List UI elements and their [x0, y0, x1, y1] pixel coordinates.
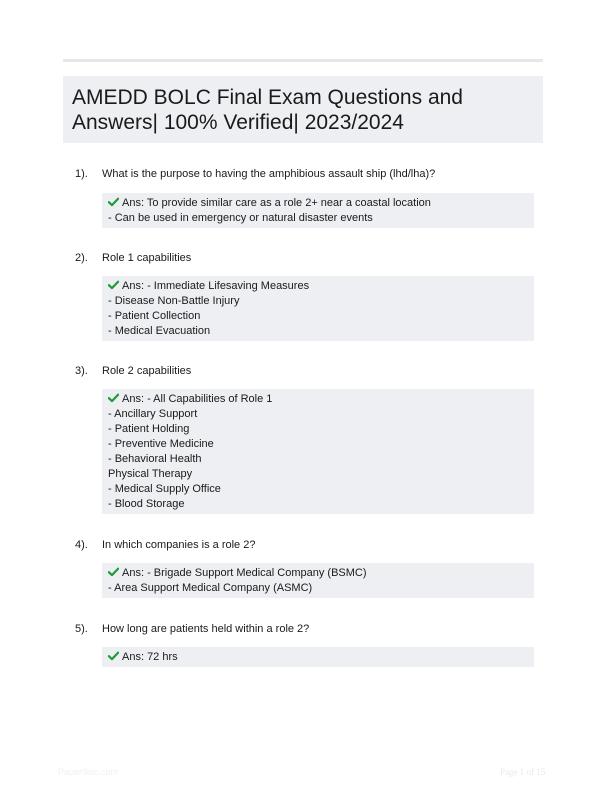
question-text: Role 1 capabilities — [102, 252, 192, 264]
answer-line: Ans: - Immediate Lifesaving Measures — [108, 279, 528, 294]
question-number: 4). — [75, 539, 88, 551]
question-text: Role 2 capabilities — [102, 365, 192, 377]
answer-line: - Behavioral Health — [108, 453, 202, 465]
title-banner — [63, 76, 543, 143]
answer-line: Ans: - Brigade Support Medical Company (BSMC) — [108, 566, 528, 581]
question-number: 2). — [75, 252, 88, 264]
question-text: What is the purpose to having the amphibious assault ship (lhd/lha)? — [102, 168, 436, 180]
title-line-1: AMEDD BOLC Final Exam Questions and — [72, 86, 463, 109]
check-icon — [108, 393, 119, 403]
question-text: How long are patients held within a role 2? — [102, 623, 310, 635]
document-title — [72, 85, 535, 135]
answer-line: Ans: 72 hrs — [108, 650, 528, 665]
footer-watermark: Paper9bic.com — [58, 767, 119, 777]
answer-box — [102, 276, 534, 341]
answer-box — [102, 647, 534, 667]
answer-line: Physical Therapy — [108, 468, 193, 480]
check-icon — [108, 567, 119, 577]
answer-line: - Preventive Medicine — [108, 438, 214, 450]
answer-line: Ans: To provide similar care as a role 2+ near a coastal location — [108, 196, 528, 211]
answer-line: - Disease Non-Battle Injury — [108, 295, 240, 307]
check-icon — [108, 280, 119, 290]
answer-line: Ans: - All Capabilities of Role 1 — [108, 392, 528, 407]
answer-line: - Ancillary Support — [108, 408, 198, 420]
title-line-2: Answers| 100% Verified| 2023/2024 — [72, 111, 404, 134]
question-number: 1). — [75, 168, 88, 180]
answer-line: - Medical Supply Office — [108, 483, 221, 495]
answer-line: - Blood Storage — [108, 498, 185, 510]
page-indicator: Page 1 of 15 — [500, 767, 546, 777]
check-icon — [108, 651, 119, 661]
top-divider — [63, 59, 543, 62]
question-number: 5). — [75, 623, 88, 635]
answer-box — [102, 563, 534, 598]
answer-line: - Area Support Medical Company (ASMC) — [108, 582, 313, 594]
check-icon — [108, 197, 119, 207]
answer-box — [102, 389, 534, 514]
question-text: In which companies is a role 2? — [102, 539, 256, 551]
answer-line: - Medical Evacuation — [108, 325, 211, 337]
question-number: 3). — [75, 365, 88, 377]
answer-box — [102, 193, 534, 228]
answer-line: - Can be used in emergency or natural disaster events — [108, 212, 373, 224]
answer-line: - Patient Holding — [108, 423, 190, 435]
answer-line: - Patient Collection — [108, 310, 201, 322]
